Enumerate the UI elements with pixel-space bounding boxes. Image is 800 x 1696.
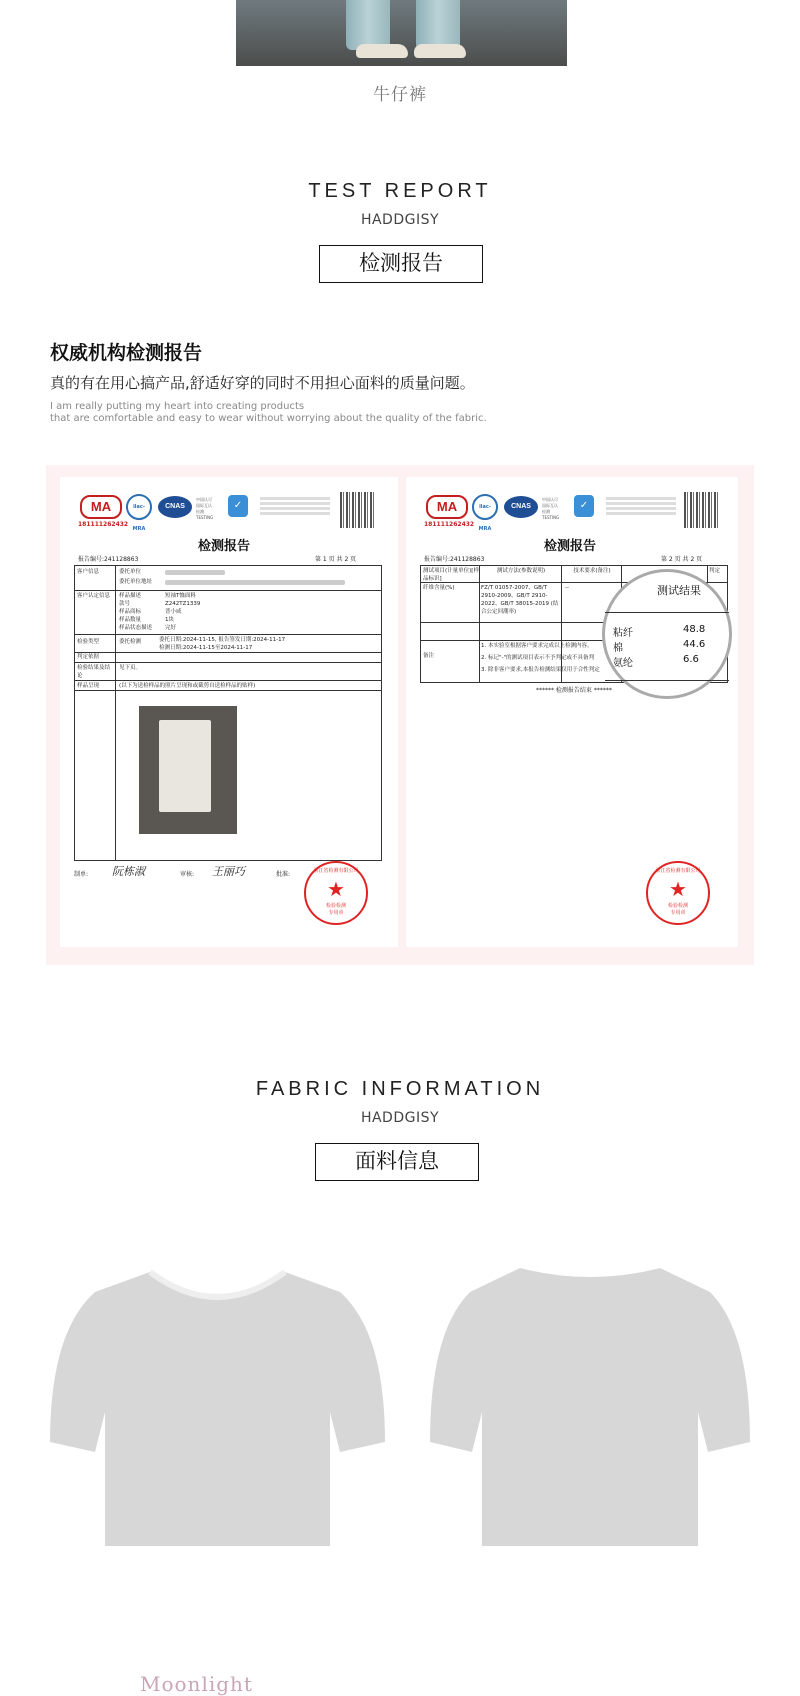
fabric-info-subtitle: HADDGISY	[360, 1110, 440, 1126]
report-panel	[46, 465, 754, 965]
shirt-back	[420, 1262, 760, 1546]
fabric-info-title: FABRIC INFORMATION	[255, 1078, 545, 1100]
jeans-photo	[236, 0, 567, 66]
authority-line-en-2: that are comfortable and easy to wear without worrying about the quality of the fabric.	[50, 413, 487, 424]
report-page-1: MA 181111262432 ilac-MRA CNAS 中国认可 国际互认 检测 TESTING ✓ 检测报告 报告编号:241128863 第 1 页 共 2 页 客户信息 委托单位 委托单位地址 客户认定信息 样品描述 短袖T恤面料 款号 Z242TZ1339 样品商标 普小咸 样品数量 1块 样品状态描述 完好 检验类型 委托检测 委托日期:2024-11-15, 报告签发日期:2024-11-17 检测日期:2024-11-15至2024-11-17 判定依据 检验结果及结论 见下页。 样品呈现 (以下为送检样品的照片呈现和或截剪自送检样品的贴样) 制单: 阮栋淑 审核: 王丽巧 批准: 浙江省检测有限公司 ★ 检验检测 专用章	[60, 477, 398, 947]
doc-title: 检测报告	[198, 539, 251, 554]
ilac-logo: ilac-MRA	[126, 494, 152, 520]
page-label: 第 1 页 共 2 页	[315, 556, 357, 563]
ma-number: 181111262432	[424, 521, 475, 528]
report-end-note: ****** 检测报告结束 ******	[536, 687, 612, 694]
result-name-2: 棉	[613, 643, 623, 654]
shirt-front	[40, 1262, 395, 1696]
results-title: 测试结果	[657, 584, 701, 597]
authority-heading: 权威机构检测报告	[50, 342, 203, 364]
signature-made: 阮栋淑	[112, 865, 145, 878]
test-report-box: 检测报告	[319, 245, 483, 283]
cnas-logo: CNAS	[504, 496, 538, 518]
doc-title: 检测报告	[544, 539, 597, 554]
authority-line-en-1: I am really putting my heart into creating products	[50, 401, 305, 412]
report-number: 报告编号:241128863	[424, 556, 485, 563]
ma-logo: MA	[426, 495, 468, 519]
sample-fabric	[159, 720, 211, 812]
qr-code-icon	[684, 492, 718, 528]
photo-caption: 牛仔裤	[373, 85, 427, 105]
results-magnifier	[602, 569, 732, 699]
lab-contact-lines	[260, 497, 330, 515]
shoe-right	[414, 44, 466, 58]
result-value-2: 44.6	[683, 639, 706, 650]
sample-photo	[139, 706, 237, 834]
ecommerce-badge-icon: ✓	[228, 495, 248, 517]
result-name-3: 氨纶	[613, 658, 633, 669]
shoe-left	[356, 44, 408, 58]
report-table-1: 客户信息 委托单位 委托单位地址 客户认定信息 样品描述 短袖T恤面料 款号 Z242TZ1339 样品商标 普小咸 样品数量 1块 样品状态描述 完好 检验类型 委托检测 委托日期:2024-11-15, 报告签发日期:2024-11-17 检测日期:2024-11-15至2024-11-17 判定依据 检验结果及结论 见下页。 样品呈现 (以下为送检样品的照片呈现和或截剪自送检样品的贴样)	[74, 565, 382, 861]
jeans-leg-left	[346, 0, 390, 50]
shirt-back-shape	[420, 1262, 760, 1546]
cnas-logo: CNAS	[158, 496, 192, 518]
test-report-title: TEST REPORT	[308, 180, 492, 202]
lab-contact-lines	[606, 497, 676, 515]
jeans-leg-right	[416, 0, 460, 50]
test-report-subtitle: HADDGISY	[360, 212, 440, 228]
report-table-2: 测试项目(计量单位)[样品标识] 测试方法(参数说明) 技术要求(备注) 判定 纤维含量(%) FZ/T 01057-2007、GB/T 2910-2009、GB/T 2910-2022、GB/T 38015-2019 (结合公定回潮率) -- 备注 1. 本实验室根据客户要求完成以上检测内容。 2. 标记"-"的测试项目表示不予判定或不具备判 3. 除非客户要求,本报告检测结果仅用于合性判定	[420, 565, 728, 683]
result-value-3: 6.6	[683, 654, 699, 665]
ma-number: 181111262432	[78, 521, 129, 528]
result-value-1: 48.8	[683, 624, 706, 635]
cert-text: 中国认可 国际互认 检测 TESTING	[542, 497, 560, 520]
ilac-logo: ilac-MRA	[472, 494, 498, 520]
fabric-info-box: 面料信息	[315, 1143, 479, 1181]
ecommerce-badge-icon: ✓	[574, 495, 594, 517]
shirt-front-shape	[40, 1262, 395, 1546]
result-name-1: 粘纤	[613, 628, 633, 639]
signature-review: 王丽巧	[212, 865, 245, 878]
shirt-brand-text: Moonlight	[140, 1672, 253, 1696]
official-stamp-2: 浙江省检测有限公司 ★ 检验检测 专用章	[646, 861, 710, 925]
qr-code-icon	[340, 492, 374, 528]
report-number: 报告编号:241128863	[78, 556, 139, 563]
report-page-2	[406, 477, 738, 947]
official-stamp-1: 浙江省检测有限公司 ★ 检验检测 专用章	[304, 861, 368, 925]
page-label: 第 2 页 共 2 页	[661, 556, 703, 563]
authority-line-cn: 真的有在用心搞产品,舒适好穿的同时不用担心面料的质量问题。	[50, 374, 475, 392]
cert-text: 中国认可 国际互认 检测 TESTING	[196, 497, 214, 520]
ma-logo: MA	[80, 495, 122, 519]
